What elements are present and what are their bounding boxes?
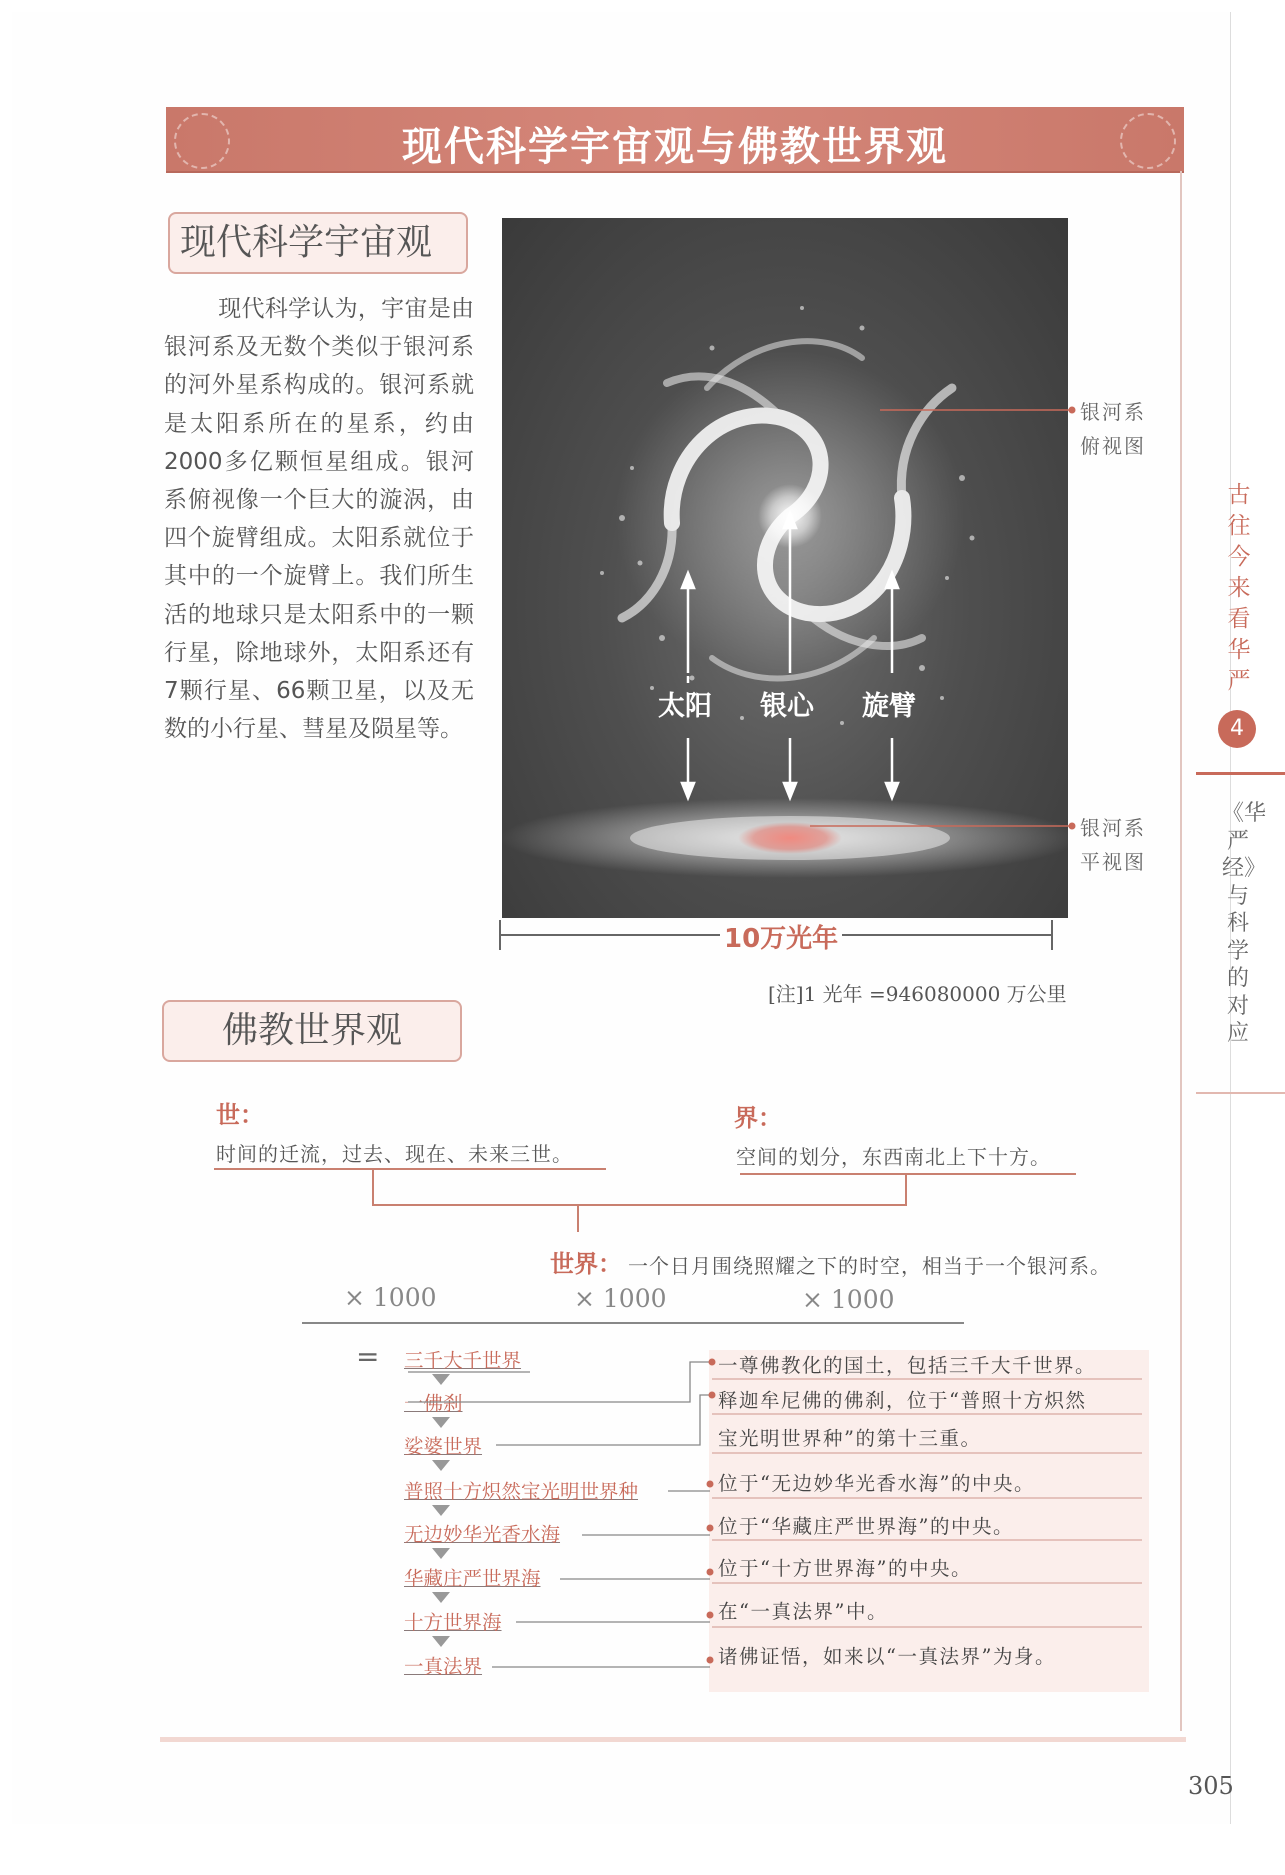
- buddhist-heading: 佛教世界观: [162, 1000, 462, 1062]
- description-line: 位于“十方世界海”的中央。: [718, 1557, 972, 1580]
- term-jie: 界：: [734, 1104, 782, 1132]
- def-shi: 时间的迁流，过去、现在、未来三世。: [216, 1142, 573, 1166]
- chapter-title: 《华严经》与科学的对应: [1222, 801, 1267, 1046]
- chain-item: 一真法界: [404, 1655, 483, 1678]
- term-shijie: 世界：: [550, 1250, 622, 1278]
- chain-item: 一佛刹: [404, 1392, 463, 1415]
- footnote: [注]1 光年 =946080000 万公里: [768, 982, 1067, 1006]
- multiplier: × 1000: [344, 1283, 437, 1312]
- science-heading: 现代科学宇宙观: [168, 212, 468, 274]
- chain-item: 普照十方炽然宝光明世界种: [404, 1480, 639, 1503]
- label-sun: 太阳: [658, 691, 712, 722]
- page-number: 305: [1188, 1772, 1234, 1800]
- science-body: 现代科学认为，宇宙是由银河系及无数个类似于银河系的河外星系构成的。银河系就是太阳系所在的星系，约由2000多亿颗恒星组成。银河系俯视像一个巨大的漩涡，由四个旋臂组成。太阳系就位于其中的一个旋臂上。我们所生活的地球只是太阳系中的一颗行星，除地球外，太阳系还有7颗行星、66颗卫星，以及无数的小行星、彗星及陨星等。: [164, 296, 474, 743]
- scale-label: 10万光年: [720, 918, 842, 955]
- equals-sign: =: [356, 1340, 380, 1373]
- bottom-rule: [160, 1737, 1186, 1742]
- description-line: 位于“华藏庄严世界海”的中央。: [718, 1515, 1014, 1538]
- chapter-badge: 4: [1218, 710, 1256, 748]
- book-section-label: 古往今来看华严: [1227, 482, 1251, 694]
- description-line: 一尊佛教化的国土，包括三千大千世界。: [718, 1354, 1097, 1377]
- label-galactic-center: 银心: [760, 691, 814, 722]
- multiplier: × 1000: [574, 1284, 667, 1313]
- label-spiral-arm: 旋臂: [862, 691, 916, 722]
- chain-item: 华藏庄严世界海: [404, 1567, 541, 1590]
- description-line: 在“一真法界”中。: [718, 1600, 888, 1623]
- chain-item: 无边妙华光香水海: [404, 1523, 561, 1546]
- def-jie: 空间的划分，东西南北上下十方。: [736, 1145, 1051, 1169]
- description-line: 宝光明世界种”的第十三重。: [718, 1427, 982, 1450]
- callout-top-view: 银河系 俯视图: [1080, 400, 1146, 458]
- page-title: 现代科学宇宙观与佛教世界观: [402, 124, 948, 170]
- chain-item: 娑婆世界: [404, 1435, 483, 1458]
- description-line: 释迦牟尼佛的佛刹，位于“普照十方炽然: [718, 1389, 1087, 1412]
- multiplier: × 1000: [802, 1285, 895, 1314]
- def-shijie: 一个日月围绕照耀之下的时空，相当于一个银河系。: [628, 1254, 1111, 1278]
- term-shi: 世：: [216, 1101, 264, 1129]
- chain-item: 十方世界海: [404, 1611, 502, 1634]
- description-line: 位于“无边妙华光香水海”的中央。: [718, 1472, 1035, 1495]
- description-line: 诸佛证悟，如来以“一真法界”为身。: [718, 1645, 1056, 1668]
- chain-item: 三千大千世界: [404, 1349, 522, 1372]
- callout-side-view: 银河系 平视图: [1080, 816, 1146, 874]
